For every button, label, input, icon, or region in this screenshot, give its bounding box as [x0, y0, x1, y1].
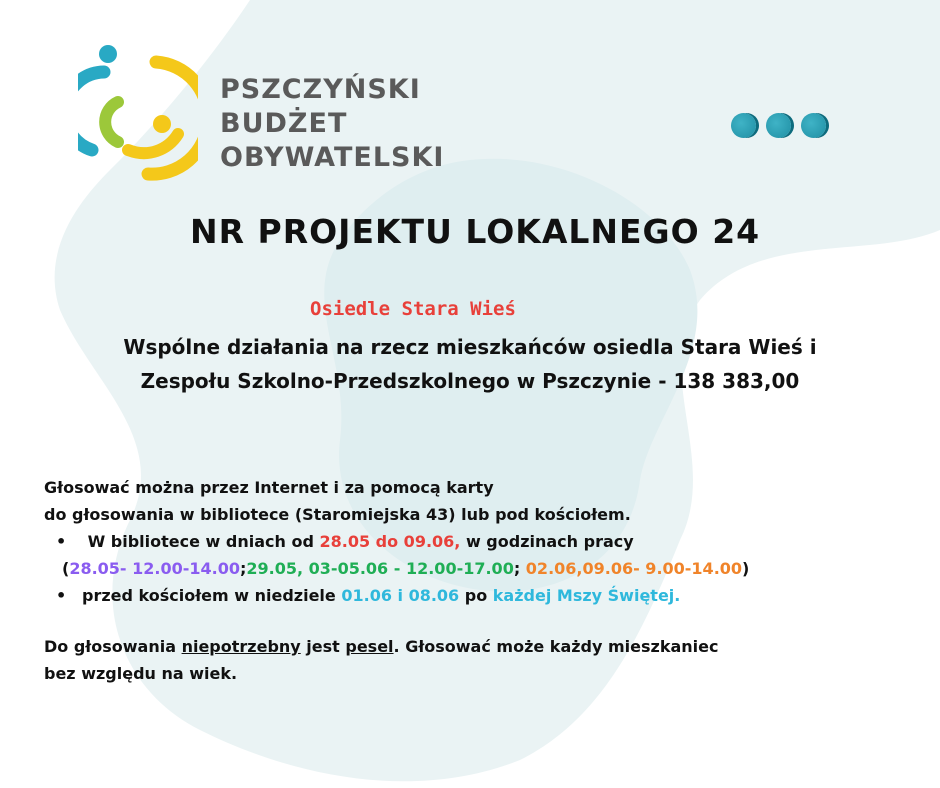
church-dates: 01.06 i 08.06 — [341, 586, 460, 605]
hours-purple: 28.05- 12.00-14.00 — [69, 559, 240, 578]
dot-1 — [731, 113, 756, 138]
bullet-icon: • — [56, 532, 67, 551]
project-description — [20, 330, 920, 398]
bullet-library: • W bibliotece w dniach od 28.05 do 09.06, w godzinach pracy — [44, 528, 904, 555]
brand-line-1: PSZCZYŃSKI — [220, 74, 421, 105]
brand-line-3: OBYWATELSKI — [220, 142, 445, 173]
hours-green: 29.05, 03-05.06 - 12.00-17.00 — [246, 559, 514, 578]
project-line-2: Zespołu Szkolno-Przedszkolnego w Pszczynie - 138 383,00 — [140, 369, 800, 393]
brand-line-2: BUDŻET — [220, 108, 348, 139]
district-name: Osiedle Stara Wieś — [310, 298, 516, 320]
pbo-logo — [78, 42, 198, 182]
intro-line-1: Głosować można przez Internet i za pomocą karty — [44, 478, 494, 497]
dot-2 — [766, 113, 791, 138]
bullet-icon: • — [56, 586, 67, 605]
church-mass: każdej Mszy Świętej. — [492, 586, 681, 605]
bullet-church: • przed kościołem w niedziele 01.06 i 08.06 po każdej Mszy Świętej. — [44, 582, 904, 609]
project-number-title: NR PROJEKTU LOKALNEGO 24 — [190, 212, 761, 251]
brand-name — [220, 73, 444, 175]
voting-info — [44, 474, 904, 687]
note-line-1: Do głosowania niepotrzebny jest pesel. Głosować może każdy mieszkaniec — [44, 637, 719, 656]
intro-line-2: do głosowania w bibliotece (Staromiejska 43) lub pod kościołem. — [44, 505, 631, 524]
decorative-dots — [731, 113, 826, 138]
hours-orange: 02.06,09.06- 9.00-14.00 — [525, 559, 743, 578]
dot-3 — [801, 113, 826, 138]
library-dates: 28.05 do 09.06, — [319, 532, 461, 551]
note-line-2: bez względu na wiek. — [44, 664, 238, 683]
project-line-1: Wspólne działania na rzecz mieszkańców osiedla Stara Wieś i — [123, 335, 817, 359]
library-hours: (28.05- 12.00-14.00;29.05, 03-05.06 - 12.00-17.00; 02.06,09.06- 9.00-14.00) — [62, 559, 750, 578]
